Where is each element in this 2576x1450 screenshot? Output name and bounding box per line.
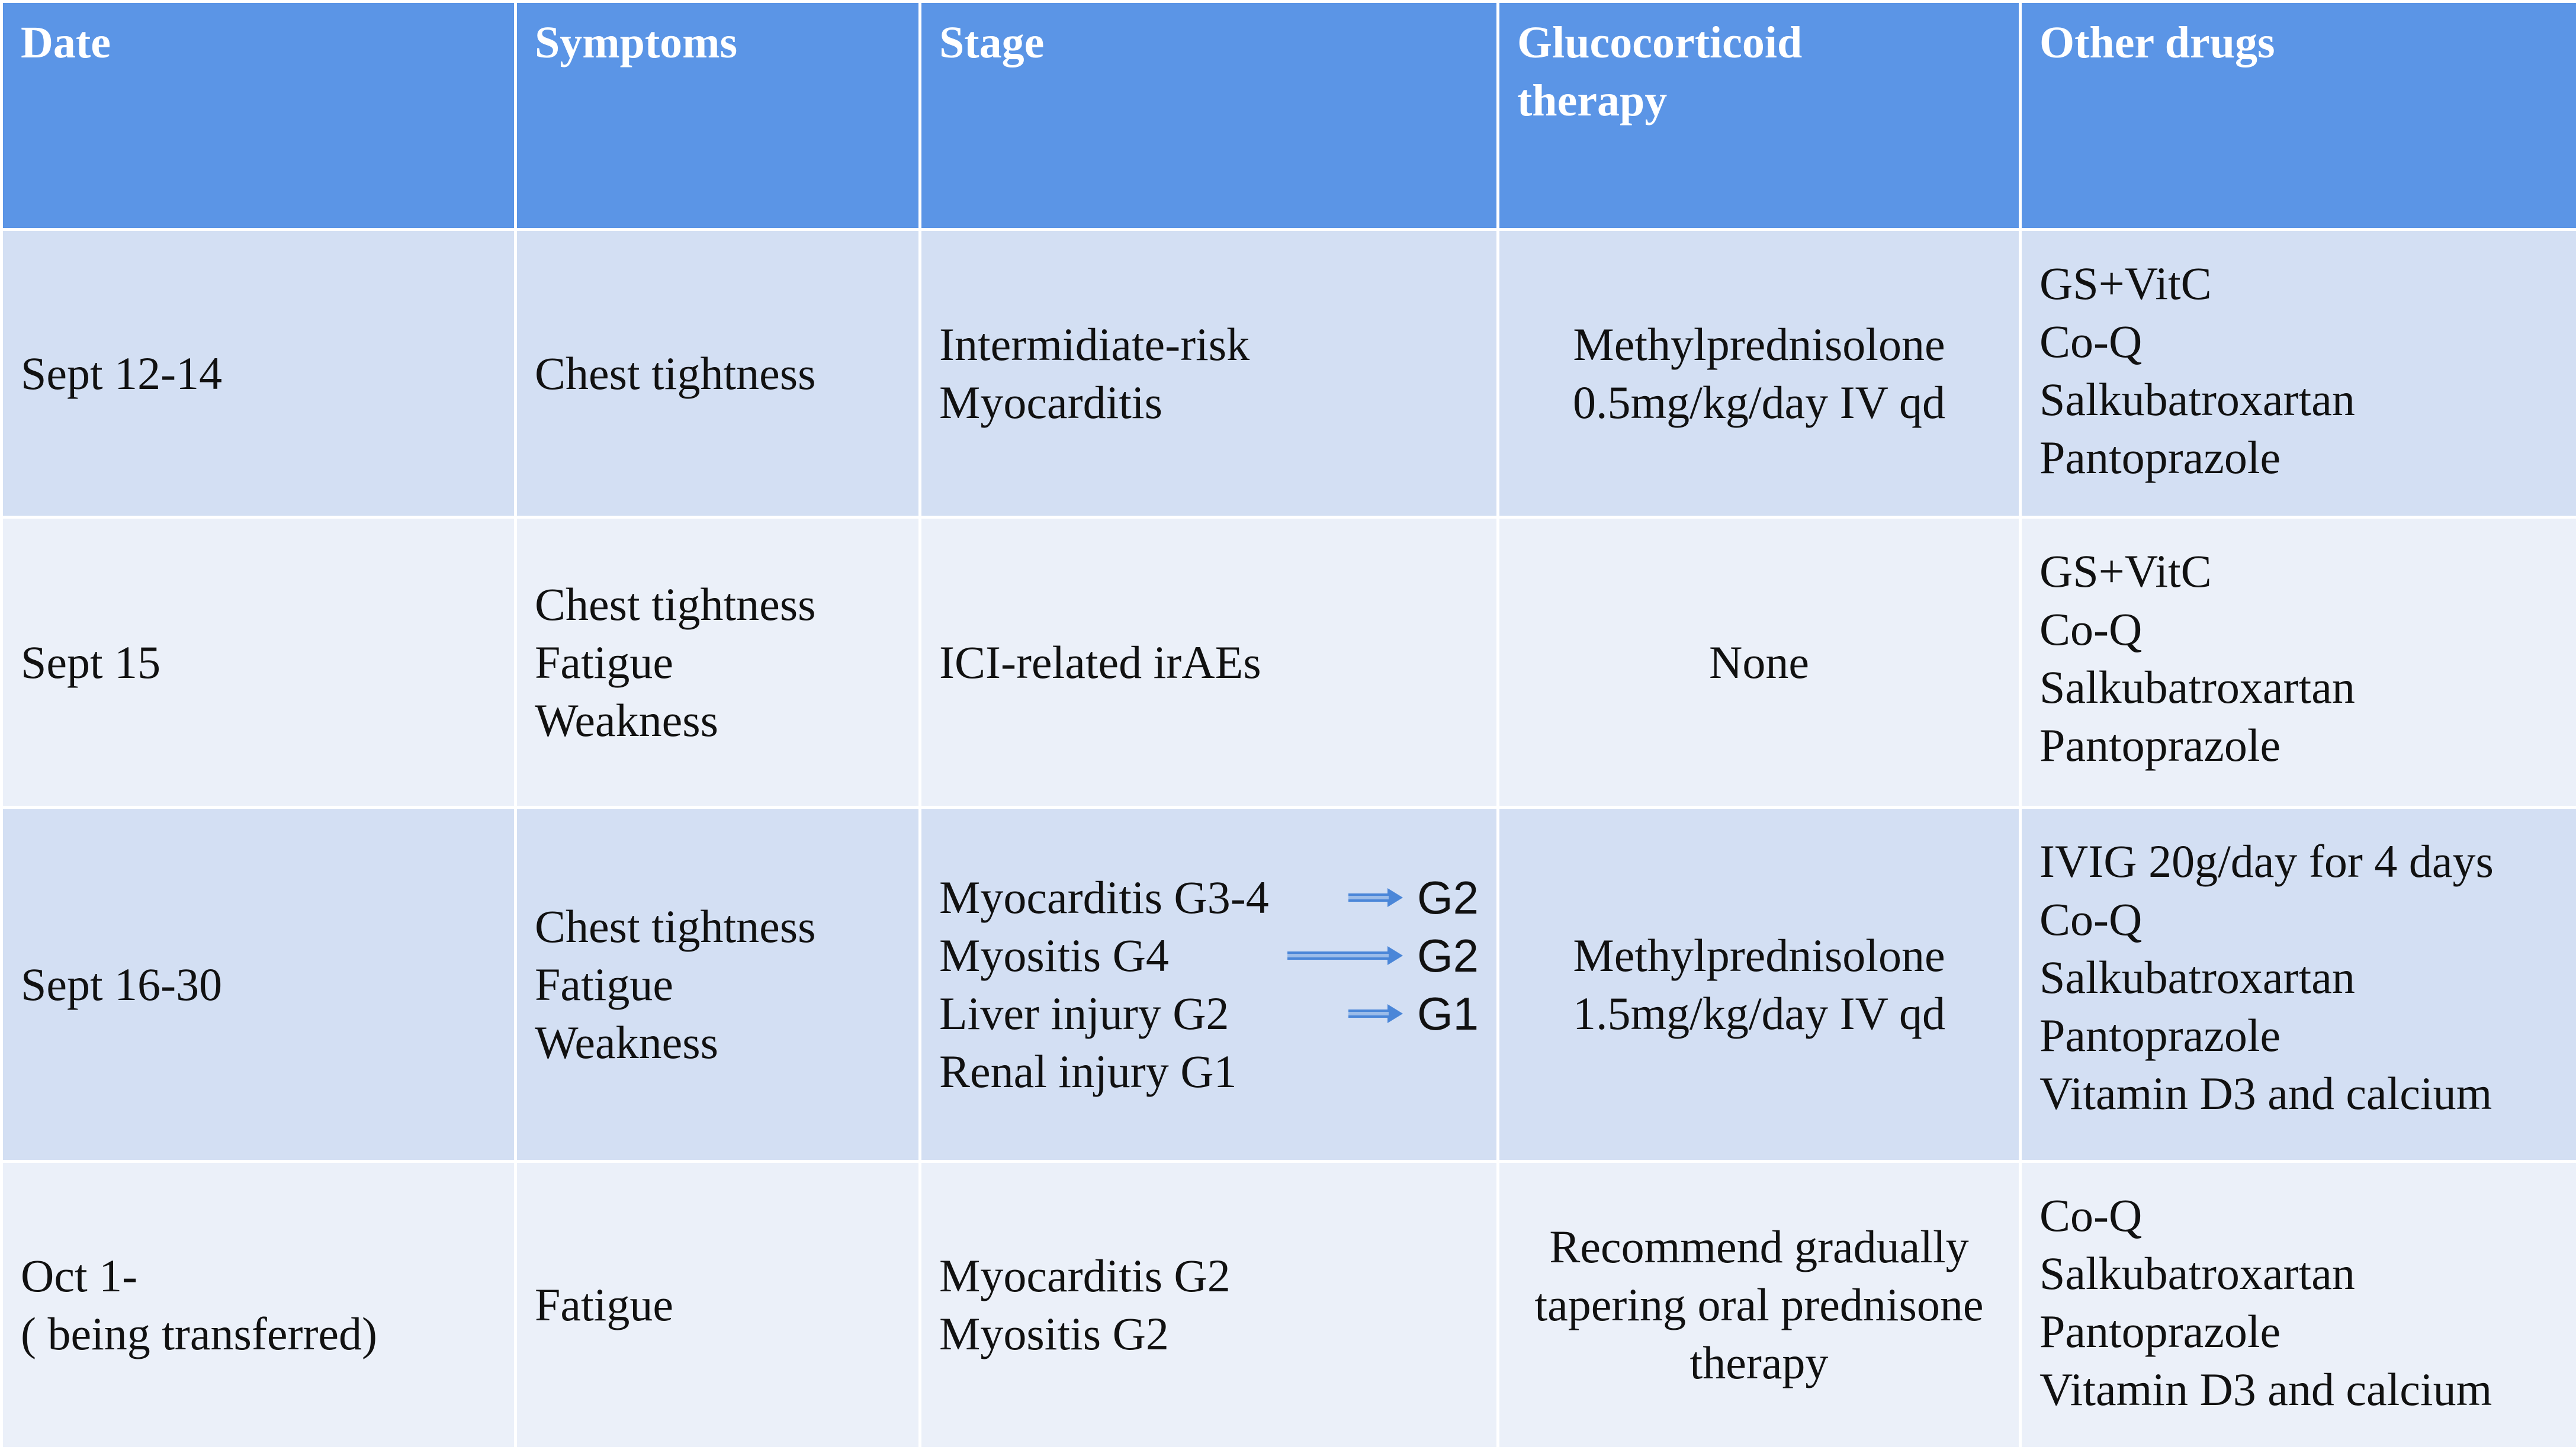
- table-row: [2, 230, 2576, 517]
- header-row: [2, 2, 2576, 230]
- stage-line: [939, 985, 1479, 1043]
- stage-text: Myocarditis G2: [939, 1247, 1231, 1305]
- symptoms-cell-line: Weakness: [535, 692, 901, 750]
- glucocorticoid-cell-line: therapy: [1517, 1334, 2001, 1392]
- date-cell: [2, 230, 516, 517]
- symptoms-cell: [516, 1162, 920, 1449]
- table-row: [2, 517, 2576, 808]
- glucocorticoid-cell-line: 1.5mg/kg/day IV qd: [1517, 985, 2001, 1043]
- right-arrow-icon: [1169, 945, 1417, 966]
- date-cell-line: Oct 1-: [21, 1247, 496, 1305]
- glucocorticoid-cell: [1498, 230, 2021, 517]
- other-drugs-cell: [2021, 517, 2576, 808]
- stage-text: Myocarditis G3-4: [939, 869, 1269, 927]
- other-drugs-cell-line: GS+VitC: [2039, 255, 2558, 313]
- table-row: [2, 808, 2576, 1162]
- other-drugs-cell-line: Co-Q: [2039, 890, 2558, 949]
- stage-line: [939, 634, 1479, 692]
- other-drugs-cell-line: Pantoprazole: [2039, 429, 2558, 487]
- stage-line: [939, 1043, 1479, 1101]
- header-other-drugs: Other drugs: [2021, 2, 2576, 230]
- right-arrow-icon: [1269, 887, 1417, 908]
- glucocorticoid-cell: [1498, 808, 2021, 1162]
- symptoms-cell: [516, 230, 920, 517]
- other-drugs-cell: [2021, 230, 2576, 517]
- date-cell-line: Sept 16-30: [21, 956, 496, 1014]
- symptoms-cell-line: Chest tightness: [535, 576, 901, 634]
- target-grade: G1: [1417, 985, 1479, 1043]
- stage-line: [939, 374, 1479, 432]
- stage-line: [939, 927, 1479, 985]
- stage-text: Myositis G4: [939, 927, 1169, 985]
- header-date: Date: [2, 2, 516, 230]
- header-glucocorticoid: [1498, 2, 2021, 230]
- symptoms-cell-line: Fatigue: [535, 1276, 901, 1334]
- header-symptoms: Symptoms: [516, 2, 920, 230]
- stage-cell: [920, 808, 1498, 1162]
- date-cell: [2, 517, 516, 808]
- header-glucocorticoid-line2: therapy: [1517, 72, 2001, 130]
- stage-line: [939, 869, 1479, 927]
- other-drugs-cell-line: GS+VitC: [2039, 542, 2558, 600]
- table-row: [2, 1162, 2576, 1449]
- stage-text: Liver injury G2: [939, 985, 1229, 1043]
- glucocorticoid-cell-line: tapering oral prednisone: [1517, 1276, 2001, 1334]
- glucocorticoid-cell: [1498, 517, 2021, 808]
- other-drugs-cell-line: Salkubatroxartan: [2039, 371, 2558, 429]
- date-cell-line: Sept 15: [21, 634, 496, 692]
- date-cell-line: Sept 12-14: [21, 345, 496, 403]
- stage-line: [939, 1305, 1479, 1363]
- stage-text: ICI-related irAEs: [939, 634, 1261, 692]
- stage-cell: [920, 230, 1498, 517]
- header-stage: Stage: [920, 2, 1498, 230]
- date-cell-line: ( being transferred): [21, 1305, 496, 1363]
- other-drugs-cell-line: Vitamin D3 and calcium: [2039, 1361, 2558, 1419]
- date-cell: [2, 1162, 516, 1449]
- symptoms-cell-line: Fatigue: [535, 956, 901, 1014]
- symptoms-cell: [516, 517, 920, 808]
- symptoms-cell-line: Fatigue: [535, 634, 901, 692]
- symptoms-cell: [516, 808, 920, 1162]
- stage-line: [939, 316, 1479, 374]
- right-arrow-icon: [1229, 1003, 1417, 1024]
- symptoms-cell-line: Chest tightness: [535, 898, 901, 956]
- glucocorticoid-cell-line: Methylprednisolone: [1517, 927, 2001, 985]
- other-drugs-cell-line: Pantoprazole: [2039, 1303, 2558, 1361]
- stage-cell: [920, 517, 1498, 808]
- other-drugs-cell-line: Pantoprazole: [2039, 716, 2558, 774]
- other-drugs-cell-line: Salkubatroxartan: [2039, 658, 2558, 716]
- glucocorticoid-cell: [1498, 1162, 2021, 1449]
- other-drugs-cell-line: IVIG 20g/day for 4 days: [2039, 832, 2558, 890]
- target-grade: G2: [1417, 927, 1479, 985]
- other-drugs-cell-line: Co-Q: [2039, 313, 2558, 371]
- target-grade: G2: [1417, 869, 1479, 927]
- other-drugs-cell-line: Co-Q: [2039, 1187, 2558, 1245]
- stage-text: Renal injury G1: [939, 1043, 1237, 1101]
- date-cell: [2, 808, 516, 1162]
- other-drugs-cell-line: Salkubatroxartan: [2039, 1245, 2558, 1303]
- glucocorticoid-cell-line: None: [1517, 634, 2001, 692]
- stage-text: Myocarditis: [939, 374, 1162, 432]
- stage-cell: [920, 1162, 1498, 1449]
- symptoms-cell-line: Chest tightness: [535, 345, 901, 403]
- stage-text: Myositis G2: [939, 1305, 1169, 1363]
- glucocorticoid-cell-line: 0.5mg/kg/day IV qd: [1517, 374, 2001, 432]
- other-drugs-cell-line: Co-Q: [2039, 600, 2558, 658]
- other-drugs-cell-line: Pantoprazole: [2039, 1007, 2558, 1065]
- stage-line: [939, 1247, 1479, 1305]
- other-drugs-cell: [2021, 1162, 2576, 1449]
- other-drugs-cell-line: Vitamin D3 and calcium: [2039, 1065, 2558, 1123]
- glucocorticoid-cell-line: Methylprednisolone: [1517, 316, 2001, 374]
- symptoms-cell-line: Weakness: [535, 1014, 901, 1072]
- header-glucocorticoid-line1: Glucocorticoid: [1517, 14, 2001, 72]
- glucocorticoid-cell-line: Recommend gradually: [1517, 1218, 2001, 1276]
- stage-text: Intermidiate-risk: [939, 316, 1250, 374]
- other-drugs-cell-line: Salkubatroxartan: [2039, 949, 2558, 1007]
- other-drugs-cell: [2021, 808, 2576, 1162]
